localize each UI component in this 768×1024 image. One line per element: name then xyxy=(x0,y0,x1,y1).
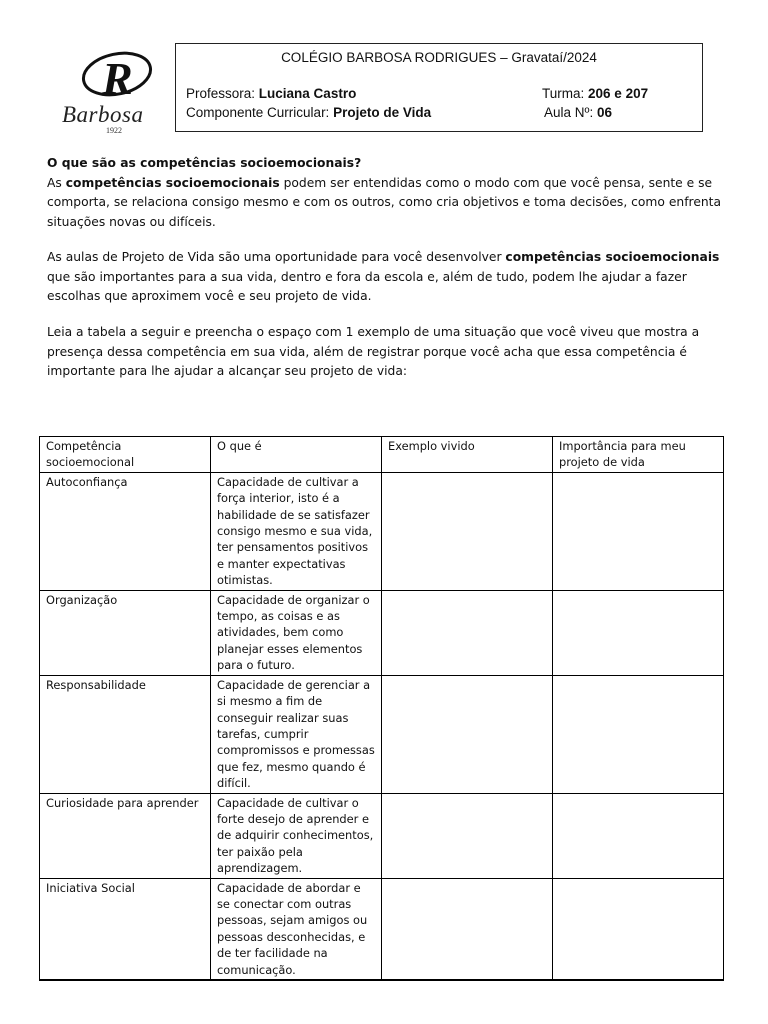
intro-question: O que são as competências socioemocionais? xyxy=(47,156,362,170)
header-cell-what-is: O que é xyxy=(211,437,382,473)
intro-section xyxy=(47,154,727,232)
example-cell[interactable] xyxy=(382,590,553,675)
logo-monogram-icon xyxy=(62,50,178,106)
header-cell-competency: Competência socioemocional xyxy=(40,437,211,473)
class-value: 206 e 207 xyxy=(588,86,649,101)
teacher-label: Professora: xyxy=(186,86,256,101)
intro-paragraph-1: As competências socioemocionais podem ser entendidas como o modo com que você pensa, sente e se comporta, se relaciona consigo mesmo e com os outros, como cria objetivos e toma decisões, como enfrenta situações novas ou difíceis. xyxy=(47,175,722,229)
table-header-row xyxy=(40,437,724,473)
intro-paragraph-2: As aulas de Projeto de Vida são uma oportunidade para você desenvolver competências socioemocionais que são importantes para a sua vida, dentro e fora da escola e, além de tudo, podem lhe ajudar a fazer escolhas que aproximem você e seu projeto de vida. xyxy=(47,250,720,303)
class-line xyxy=(542,86,648,101)
table-row xyxy=(40,472,724,590)
importance-cell[interactable] xyxy=(553,472,724,590)
table-row xyxy=(40,793,724,878)
school-logo xyxy=(62,50,178,134)
example-cell[interactable] xyxy=(382,472,553,590)
lesson-label: Aula Nº: xyxy=(544,105,594,120)
example-cell[interactable] xyxy=(382,675,553,793)
importance-cell[interactable] xyxy=(553,878,724,980)
importance-cell[interactable] xyxy=(553,590,724,675)
importance-cell[interactable] xyxy=(553,793,724,878)
competency-name: Responsabilidade xyxy=(40,675,211,793)
instructions-paragraph: Leia a tabela a seguir e preencha o espaço com 1 exemplo de uma situação que você viveu que mostra a presença dessa competência em sua vida, além de registrar porque você acha que essa competência é importante para lhe ajudar a alcançar seu projeto de vida: xyxy=(47,325,700,378)
logo-year: 1922 xyxy=(106,126,122,135)
competency-description: Capacidade de gerenciar a si mesmo a fim de conseguir realizar suas tarefas, cumprir compromissos e promessas que fez, mesmo quando é difícil. xyxy=(211,675,382,793)
teacher-name: Luciana Castro xyxy=(258,86,357,101)
competency-description: Capacidade de abordar e se conectar com outras pessoas, sejam amigos ou pessoas desconhecidas, e de ter facilidade na comunicação. xyxy=(211,878,382,980)
competency-description: Capacidade de cultivar o forte desejo de aprender e de adquirir conhecimentos, ter paixão pela aprendizagem. xyxy=(211,793,382,878)
competency-name: Autoconfiança xyxy=(40,472,211,590)
table-row xyxy=(40,675,724,793)
logo-monogram-letter: R xyxy=(102,53,133,104)
competencies-table xyxy=(39,436,724,981)
table-row xyxy=(40,878,724,980)
logo-name: Barbosa xyxy=(62,102,144,127)
component-line xyxy=(186,105,431,120)
school-title: COLÉGIO BARBOSA RODRIGUES – Gravataí/2024 xyxy=(281,50,597,65)
header-cell-example: Exemplo vivido xyxy=(382,437,553,473)
competency-description: Capacidade de organizar o tempo, as coisas e as atividades, bem como planejar esses elementos para o futuro. xyxy=(211,590,382,675)
header-box xyxy=(175,43,703,132)
lesson-line xyxy=(544,105,612,120)
component-label: Componente Curricular: xyxy=(186,105,330,120)
competency-name: Organização xyxy=(40,590,211,675)
example-cell[interactable] xyxy=(382,793,553,878)
component-value: Projeto de Vida xyxy=(333,105,432,120)
table-row xyxy=(40,590,724,675)
competency-description: Capacidade de cultivar a força interior, isto é a habilidade de se satisfazer consigo mesmo e sua vida, ter pensamentos positivos e manter expectativas otimistas. xyxy=(211,472,382,590)
header-cell-importance: Importância para meu projeto de vida xyxy=(553,437,724,473)
example-cell[interactable] xyxy=(382,878,553,980)
competency-name: Iniciativa Social xyxy=(40,878,211,980)
importance-cell[interactable] xyxy=(553,675,724,793)
lesson-value: 06 xyxy=(596,105,612,120)
competency-name: Curiosidade para aprender xyxy=(40,793,211,878)
teacher-line xyxy=(186,86,356,101)
class-label: Turma: xyxy=(542,86,585,101)
